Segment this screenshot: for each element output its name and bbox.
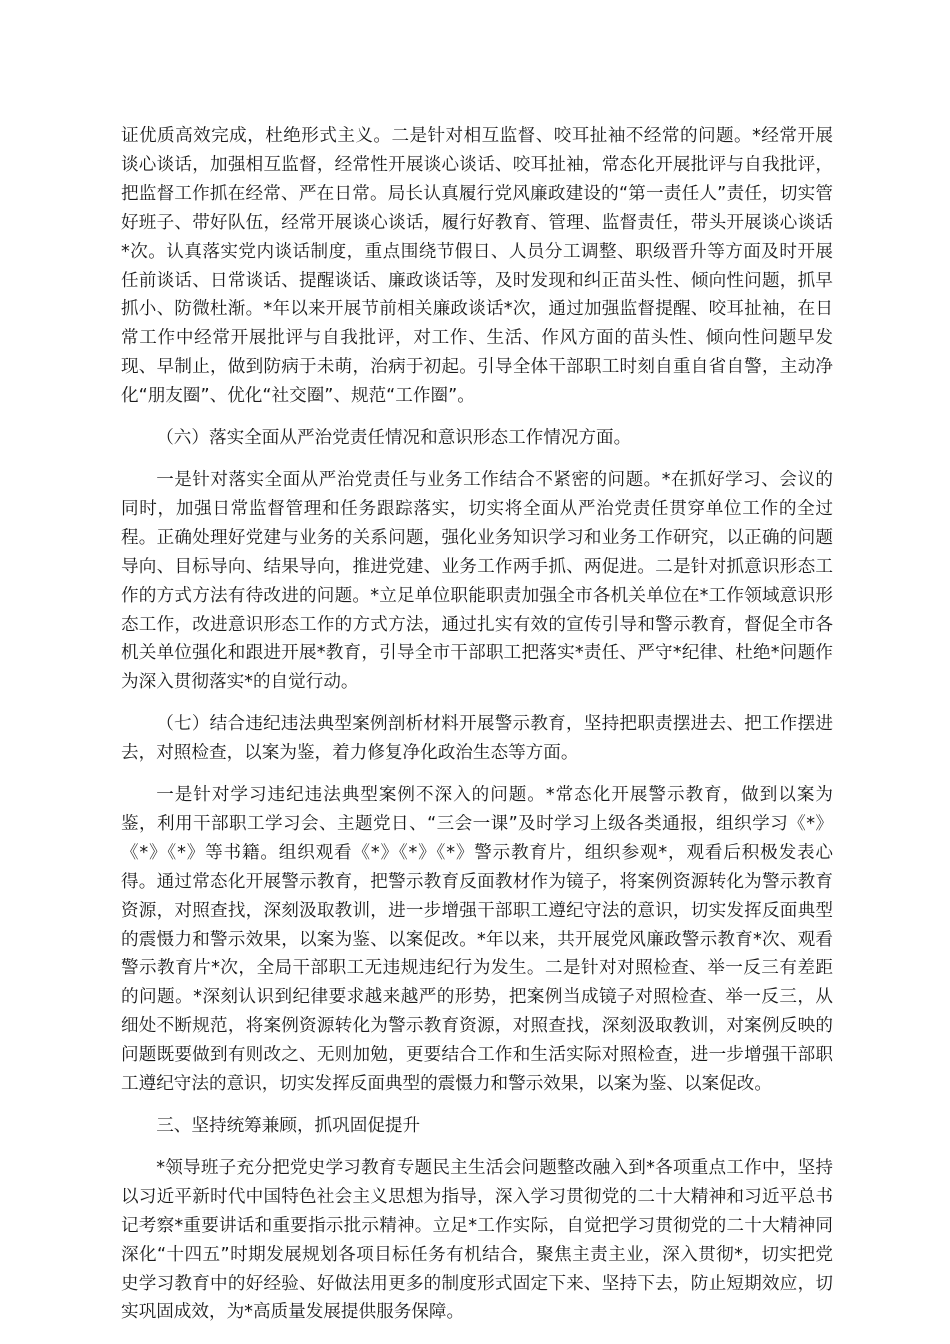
paragraph-continued-supervision: 证优质高效完成，杜绝形式主义。二是针对相互监督、咬耳扯袖不经常的问题。*经常开展谈心谈话，加强相互监督，经常性开展谈心谈话、咬耳扯袖，常态化开展批评与自我批评，把监督工作抓在经常、严在日常。局长认真履行党风廉政建设的“第一责任人”责任，切实管好班子、带好队伍，经常开展谈心谈话，履行好教育、管理、监督责任，带头开展谈心谈话*次。认真落实党内谈话制度，重点围绕节假日、人员分工调整、职级晋升等方面及时开展任前谈话、日常谈话、提醒谈话、廉政谈话等，及时发现和纠正苗头性、倾向性问题，抓早抓小、防微杜渐。*年以来开展节前相关廉政谈话*次，通过加强监督提醒、咬耳扯袖，在日常工作中经常开展批评与自我批评，对工作、生活、作风方面的苗头性、倾向性问题早发现、早制止，做到防病于未萌，治病于初起。引导全体干部职工时刻自重自省自警，主动净化“朋友圈”、优化“社交圈”、规范“工作圈”。 (121, 126, 833, 407)
paragraph-section-3-body: *领导班子充分把党史学习教育专题民主生活会问题整改融入到*各项重点工作中，坚持以习近平新时代中国特色社会主义思想为指导，深入学习贯彻党的二十大精神和习近平总书记考察*重要讲话和重要指示批示精神。立足*工作实际，自觉把学习贯彻党的二十大精神同深化“十四五”时期发展规划各项目标任务有机结合，聚焦主责主业，深入贯彻*，切实把党史学习教育中的好经验、好做法用更多的制度形式固定下来、坚持下去，防止短期效应，切实巩固成效，为*高质量发展提供服务保障。 (121, 1157, 833, 1323)
paragraph-section-6-body: 一是针对落实全面从严治党责任与业务工作结合不紧密的问题。*在抓好学习、会议的同时，加强日常监督管理和任务跟踪落实，切实将全面从严治党责任贯穿单位工作的全过程。正确处理好党建与业务的关系问题，强化业务知识学习和业务工作研究，以正确的问题导向、目标导向、结果导向，推进党建、业务工作两手抓、两促进。二是针对抓意识形态工作的方式方法有待改进的问题。*立足单位职能职责加强全市各机关单位在*工作领域意识形态工作，改进意识形态工作的方式方法，通过扎实有效的宣传引导和警示教育，督促全市各机关单位强化和跟进开展*教育，引导全市干部职工把落实*责任、严守*纪律、杜绝*问题作为深入贯彻落实*的自觉行动。 (121, 469, 833, 693)
section-heading-7: （七）结合违纪违法典型案例剖析材料开展警示教育，坚持把职责摆进去、把工作摆进去，对照检查，以案为鉴，着力修复净化政治生态等方面。 (121, 714, 833, 764)
paragraph-section-7-body: 一是针对学习违纪违法典型案例不深入的问题。*常态化开展警示教育，做到以案为鉴，利用干部职工学习会、主题党日、“三会一课”及时学习上级各类通报，组织学习《*》《*》《*》等书籍。组织观看《*》《*》《*》警示教育片，组织参观*，观看后积极发表心得。通过常态化开展警示教育，把警示教育反面教材作为镜子，将案例资源转化为警示教育资源，对照查找，深刻汲取教训，进一步增强干部职工遵纪守法的意识，切实发挥反面典型的震慑力和警示效果，以案为鉴、以案促改。*年以来，共开展党风廉政警示教育*次、观看警示教育片*次，全局干部职工无违规违纪行为发生。二是针对对照检查、举一反三有差距的问题。*深刻认识到纪律要求越来越严的形势，把案例当成镜子对照检查、举一反三，从细处不断规范，将案例资源转化为警示教育资源，对照查找，深刻汲取教训，对案例反映的问题既要做到有则改之、无则加勉，更要结合工作和生活实际对照检查，进一步增强干部职工遵纪守法的意识，切实发挥反面典型的震慑力和警示效果，以案为鉴、以案促改。 (121, 785, 833, 1095)
document-body (121, 122, 833, 1340)
section-heading-6: （六）落实全面从严治党责任情况和意识形态工作情况方面。 (156, 428, 632, 449)
section-heading-3: 三、坚持统筹兼顾，抓巩固促提升 (156, 1116, 421, 1136)
